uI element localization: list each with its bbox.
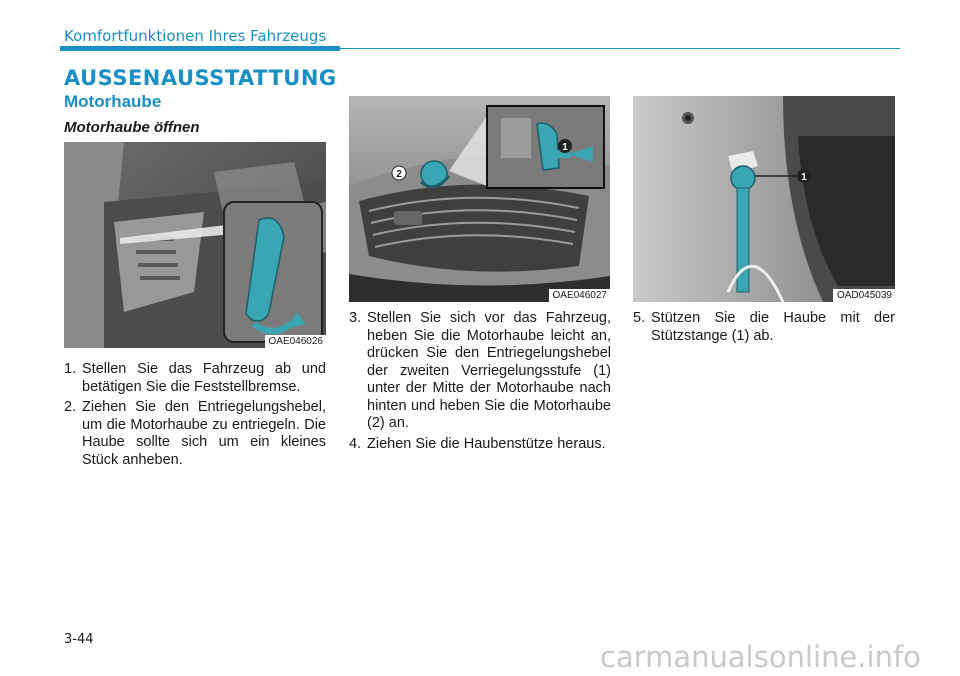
figure-interior-lever: [64, 142, 326, 348]
list-item: [349, 436, 611, 454]
step-text: Stellen Sie das Fahrzeug ab und betätigen Sie die Feststellbremse.: [82, 361, 326, 395]
subheading: Motorhaube: [64, 92, 162, 111]
step-text: Ziehen Sie den Entriegelungshebel, um die Motorhaube zu entriegeln. Die Haube sollte sich um ein kleines Stück anheben.: [82, 399, 326, 468]
subsubheading: Motorhaube öffnen: [64, 119, 200, 136]
callout-1: 1: [801, 172, 807, 183]
list-item: [64, 399, 326, 469]
step-text: Stellen Sie sich vor das Fahrzeug, heben Sie die Motorhaube leicht an, drücken Sie den Entriegelungshebel der zweiten Verriegelungsstufe (1) unter der Mitte der Motorhaube nach hinten und heben Sie die Motorhaube (2) an.: [367, 310, 611, 431]
header-rule-thick: [60, 46, 340, 51]
figure-code: OAD045039: [833, 289, 895, 302]
list-item: [64, 361, 326, 396]
step-number: 4.: [349, 435, 362, 452]
figure-code: OAE046026: [265, 335, 327, 348]
steps-column-3: [633, 310, 895, 348]
chapter-title: AUSSENAUSSTATTUNG: [64, 66, 337, 90]
callout-1: 1: [562, 142, 568, 153]
header-rule-thin: [340, 48, 900, 49]
step-text: Stützen Sie die Haube mit der Stützstange (1) ab.: [651, 310, 895, 344]
step-number: 5.: [633, 310, 646, 326]
step-number: 3.: [349, 310, 362, 326]
list-item: [349, 310, 611, 433]
callout-2: 2: [396, 169, 402, 180]
hood-stay-illustration: [633, 96, 895, 302]
figure-front-latch: [349, 96, 610, 302]
figure-code: OAE046027: [549, 289, 611, 302]
section-title: Komfortfunktionen Ihres Fahrzeugs: [64, 27, 327, 45]
steps-column-2: [349, 310, 611, 456]
interior-lever-illustration: [64, 142, 326, 348]
page-number: 3-44: [64, 632, 94, 647]
step-number: 1.: [64, 361, 77, 377]
steps-column-1: [64, 361, 326, 472]
figure-hood-stay: [633, 96, 895, 302]
list-item: [633, 310, 895, 345]
front-latch-illustration: [349, 96, 610, 302]
step-text: Ziehen Sie die Haubenstütze heraus.: [367, 435, 606, 452]
watermark: carmanualsonline.info: [600, 640, 921, 674]
step-number: 2.: [64, 399, 77, 415]
